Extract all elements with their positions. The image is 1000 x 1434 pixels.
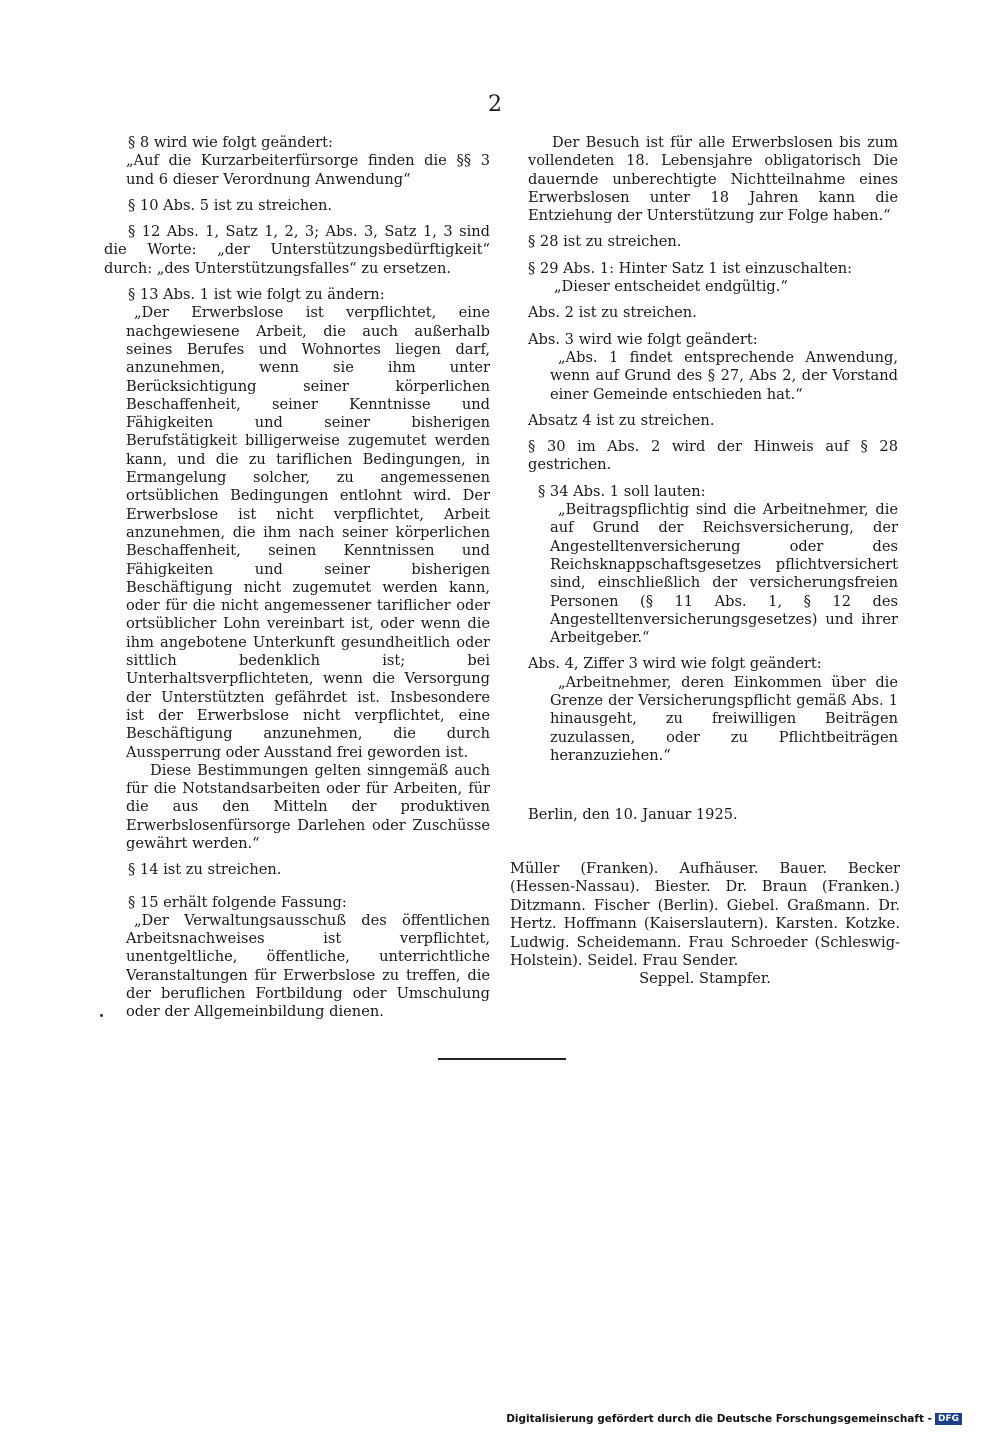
quote: „Arbeitnehmer, deren Einkommen über die Grenze der Versicherungspflicht gemäß Abs. 1 hinausgeht, zu freiwilligen Beiträgen zuzulassen, oder zu Pflichtbeiträgen heranzuziehen.“ xyxy=(550,673,898,764)
paragraph: § 34 Abs. 1 soll lauten: xyxy=(538,482,706,500)
footer-credit xyxy=(506,1413,962,1425)
signatories-block xyxy=(510,860,900,989)
quote: „Abs. 1 findet entsprechende Anwendung, wenn auf Grund des § 27, Abs 2, der Vorstand einer Gemeinde entschieden hat.“ xyxy=(550,348,898,403)
quote: Diese Bestimmungen gelten sinngemäß auch für die Notstandsarbeiten oder für Arbeiten, für die aus den Mitteln der produktiven Erwerbslosenfürsorge Darlehen oder Zuschüsse gewährt werden.“ xyxy=(126,761,490,852)
right-column xyxy=(528,134,898,765)
paragraph: § 8 wird wie folgt geändert: xyxy=(128,134,333,151)
paragraph: Absatz 4 ist zu streichen. xyxy=(528,411,715,429)
paragraph: § 28 ist zu streichen. xyxy=(528,233,682,251)
paragraph: Der Besuch ist für alle Erwerbslosen bis zum vollendeten 18. Lebensjahre obligatorisch Die dauernde unberechtigte Nichtteilnahme eines Erwerbslosen unter 18 Jahren kann die Entziehung der Unterstützung zur Folge haben.“ xyxy=(528,134,898,225)
speck-dot xyxy=(100,1014,103,1017)
quote: „Der Erwerbslose ist verpflichtet, eine nachgewiesene Arbeit, die auch außerhalb seines Berufes und Wohnortes liegen darf, anzunehmen, wenn sie ihm unter Berücksichtigung seiner körperlichen Beschaffenheit, seiner Kenntnisse und Fähigkeiten und seiner bisherigen Berufstätigkeit billigerweise zugemutet werden kann, und die zu tariflichen Bedingungen, in Ermangelung solcher, zu angemessenen ortsüblichen Bedingungen entlohnt wird. Der Erwerbslose ist nicht verpflichtet, Arbeit anzunehmen, die ihm nach seiner körperlichen Beschaffenheit, seinen Kenntnissen und Fähigkeiten und seiner bisherigen Beschäftigung nicht zugemutet werden kann, oder für die nicht angemessener tariflicher oder ortsüblicher Lohn vereinbart ist, oder wenn die ihm angebotene Unterkunft gesundheitlich oder sittlich bedenklich ist; bei Unterhaltsverpflichteten, wenn die Versorgung der Unterstützten gefährdet ist. Insbesondere ist der Erwerbslose nicht verpflichtet, eine Beschäftigung anzunehmen, die durch Aussperrung oder Ausstand frei geworden ist. xyxy=(126,304,490,761)
quote: „Auf die Kurzarbeiterfürsorge finden die §§ 3 und 6 dieser Verordnung Anwendung“ xyxy=(126,152,490,188)
paragraph: § 10 Abs. 5 ist zu streichen. xyxy=(128,196,332,214)
paragraph: § 29 Abs. 1: Hinter Satz 1 ist einzuschalten: xyxy=(528,259,853,277)
date-line: Berlin, den 10. Januar 1925. xyxy=(528,806,738,823)
paragraph: § 14 ist zu streichen. xyxy=(128,861,282,879)
paragraph: Abs. 3 wird wie folgt geändert: xyxy=(528,330,758,348)
paragraph: § 30 im Abs. 2 wird der Hinweis auf § 28 gestrichen. xyxy=(528,438,898,474)
left-column xyxy=(104,134,490,1022)
paragraph: § 12 Abs. 1, Satz 1, 2, 3; Abs. 3, Satz 1, 3 sind die Worte: „der Unterstützungsbedürftigkeit“ durch: „des Unterstützungsfalles“ zu ersetzen. xyxy=(104,223,490,277)
page-number: 2 xyxy=(488,92,502,117)
quote: „Der Verwaltungsausschuß des öffentlichen Arbeitsnachweises ist verpflichtet, unentgeltliche, öffentliche, unterrichtliche Veranstaltungen für Erwerbslose zu treffen, die der beruflichen Fortbildung oder Umschulung oder der Allgemeinbildung dienen. xyxy=(126,911,490,1021)
dfg-logo: DFG xyxy=(935,1413,962,1425)
end-rule xyxy=(438,1058,566,1060)
paragraph: § 15 erhält folgende Fassung: xyxy=(128,893,347,911)
signatories-last-line: Seppel. Stampfer. xyxy=(639,970,771,988)
signatories: Müller (Franken). Aufhäuser. Bauer. Becker (Hessen-Nassau). Biester. Dr. Braun (Franken.) Ditzmann. Fischer (Berlin). Giebel. Graßmann. Dr. Hertz. Hoffmann (Kaiserslautern). Karsten. Kotzke. Ludwig. Scheidemann. Frau Schroeder (Schleswig-Holstein). Seidel. Frau Sender. xyxy=(510,860,900,970)
quote: „Beitragspflichtig sind die Arbeitnehmer, die auf Grund der Reichsversicherung, der Angestelltenversicherung oder des Reichsknappschaftsgesetzes pflichtversichert sind, einschließlich der versicherungsfreien Personen (§ 11 Abs. 1, § 12 des Angestelltenversicherungsgesetzes) und ihrer Arbeitgeber.“ xyxy=(550,501,898,647)
paragraph: Abs. 2 ist zu streichen. xyxy=(528,304,697,322)
paragraph: § 13 Abs. 1 ist wie folgt zu ändern: xyxy=(128,286,385,304)
paragraph: Abs. 4, Ziffer 3 wird wie folgt geändert: xyxy=(528,655,822,673)
quote: „Dieser entscheidet endgültig.“ xyxy=(554,278,788,296)
footer-text: Digitalisierung gefördert durch die Deutsche Forschungsgemeinschaft - xyxy=(506,1413,932,1425)
